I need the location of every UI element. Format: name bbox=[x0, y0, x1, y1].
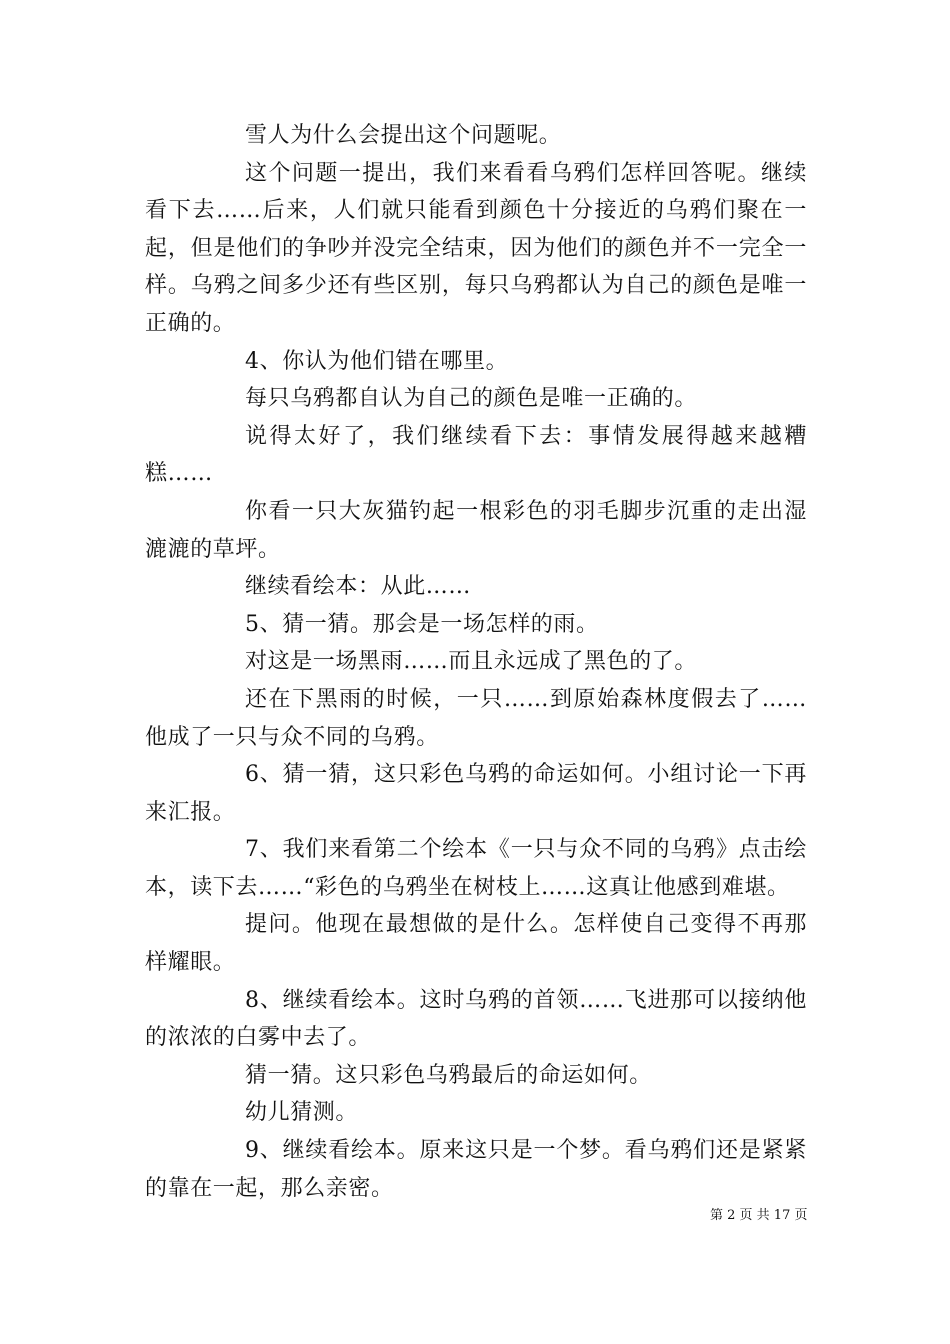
paragraph: 5、猜一猜。那会是一场怎样的雨。 bbox=[245, 611, 599, 637]
paragraph: 8、继续看绘本。这时乌鸦的首领……飞进那可以接纳他的浓浓的白雾中去了。 bbox=[145, 987, 807, 1051]
paragraph: 6、猜一猜，这只彩色乌鸦的命运如何。小组讨论一下再来汇报。 bbox=[145, 762, 807, 825]
paragraph: 对这是一场黑雨……而且永远成了黑色的了。 bbox=[245, 649, 698, 675]
document-body bbox=[145, 117, 807, 1207]
paragraph: 幼儿猜测。 bbox=[245, 1100, 359, 1126]
paragraph: 说得太好了，我们继续看下去：事情发展得越来越糟糕…… bbox=[145, 423, 807, 487]
paragraph: 这个问题一提出，我们来看看乌鸦们怎样回答呢。继续看下去……后来，人们就只能看到颜色十分接近的乌鸦们聚在一起，但是他们的争吵并没完全结束，因为他们的颜色并不一完全一样。乌鸦之间多少还有些区别，每只乌鸦都认为自己的颜色是唯一正确的。 bbox=[145, 160, 807, 336]
paragraph: 每只乌鸦都自认为自己的颜色是唯一正确的。 bbox=[245, 386, 698, 412]
paragraph: 你看一只大灰猫钓起一根彩色的羽毛脚步沉重的走出湿漉漉的草坪。 bbox=[145, 498, 807, 562]
paragraph: 提问。他现在最想做的是什么。怎样使自己变得不再那样耀眼。 bbox=[145, 912, 807, 976]
paragraph: 猜一猜。这只彩色乌鸦最后的命运如何。 bbox=[245, 1062, 652, 1088]
paragraph: 4、你认为他们错在哪里。 bbox=[245, 348, 509, 374]
page-number: 第 2 页 共 17 页 bbox=[710, 1208, 808, 1223]
paragraph: 9、继续看绘本。原来这只是一个梦。看乌鸦们还是紧紧的靠在一起，那么亲密。 bbox=[145, 1138, 807, 1201]
paragraph: 雪人为什么会提出这个问题呢。 bbox=[245, 123, 562, 148]
paragraph: 7、我们来看第二个绘本《一只与众不同的乌鸦》点击绘本，读下去……“彩色的乌鸦坐在树枝上……这真让他感到难堪。 bbox=[145, 837, 807, 900]
paragraph: 继续看绘本：从此…… bbox=[245, 574, 472, 600]
paragraph: 还在下黑雨的时候，一只……到原始森林度假去了……他成了一只与众不同的乌鸦。 bbox=[145, 686, 807, 750]
